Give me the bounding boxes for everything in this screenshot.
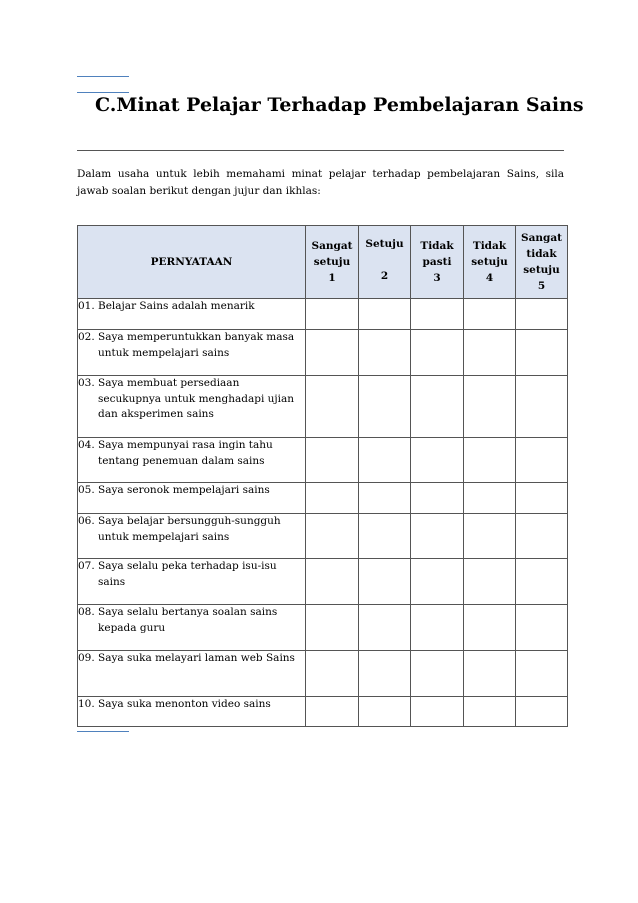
rating-cell-1[interactable]	[306, 697, 359, 727]
scale-label: Sangat tidak setuju	[520, 232, 562, 276]
rating-cell-3[interactable]	[411, 514, 464, 559]
statement-text: Saya suka menonton video sains	[98, 698, 271, 710]
statement-content	[78, 376, 305, 423]
statement-cell	[78, 605, 306, 651]
rating-cell-2[interactable]	[359, 514, 411, 559]
rating-cell-2[interactable]	[359, 299, 411, 330]
statement-number: 06.	[78, 515, 95, 527]
statement-content	[78, 559, 305, 590]
rating-cell-5[interactable]	[516, 330, 568, 376]
rating-cell-4[interactable]	[464, 299, 516, 330]
statement-content	[78, 330, 305, 361]
table-header-row	[78, 226, 568, 299]
rating-cell-4[interactable]	[464, 697, 516, 727]
scale-header-1	[306, 226, 359, 299]
table-row	[78, 605, 568, 651]
statement-text: Saya mempunyai rasa ingin tahu tentang penemuan dalam sains	[98, 439, 273, 467]
rating-cell-1[interactable]	[306, 330, 359, 376]
intro-paragraph: Dalam usaha untuk lebih memahami minat pelajar terhadap pembelajaran Sains, sila jawab soalan berikut dengan jujur dan ikhlas:	[77, 168, 564, 197]
rating-cell-3[interactable]	[411, 605, 464, 651]
statement-number: 05.	[78, 484, 95, 496]
statement-text: Saya belajar bersungguh-sungguh untuk mempelajari sains	[98, 515, 281, 543]
statement-number: 10.	[78, 698, 95, 710]
scale-number: 4	[485, 272, 494, 284]
title-divider	[77, 150, 564, 151]
rating-cell-3[interactable]	[411, 438, 464, 483]
scale-label: Tidak pasti	[420, 240, 454, 268]
statement-number: 04.	[78, 439, 95, 451]
statement-text: Saya seronok mempelajari sains	[98, 484, 270, 496]
rating-cell-4[interactable]	[464, 438, 516, 483]
statement-content	[78, 605, 305, 636]
table-row	[78, 330, 568, 376]
statement-cell	[78, 330, 306, 376]
statement-number: 01.	[78, 300, 95, 312]
statement-cell	[78, 559, 306, 605]
statement-text: Saya memperuntukkan banyak masa untuk mempelajari sains	[98, 331, 295, 359]
statement-number: 07.	[78, 560, 95, 572]
scale-header-2	[359, 226, 411, 299]
section-title: C.Minat Pelajar Terhadap Pembelajaran Sains	[95, 94, 584, 116]
rating-cell-2[interactable]	[359, 376, 411, 438]
scale-header-3	[411, 226, 464, 299]
rating-cell-4[interactable]	[464, 514, 516, 559]
rating-cell-1[interactable]	[306, 299, 359, 330]
rating-cell-5[interactable]	[516, 605, 568, 651]
decorative-rule-bottom	[77, 731, 129, 732]
rating-cell-5[interactable]	[516, 483, 568, 514]
statement-content	[78, 438, 305, 469]
scale-header-4	[464, 226, 516, 299]
statement-cell	[78, 514, 306, 559]
rating-cell-3[interactable]	[411, 651, 464, 697]
rating-cell-2[interactable]	[359, 651, 411, 697]
rating-cell-2[interactable]	[359, 330, 411, 376]
scale-number: 1	[328, 272, 336, 284]
statement-text: Saya selalu bertanya soalan sains kepada guru	[98, 606, 278, 634]
statement-text: Saya suka melayari laman web Sains	[98, 652, 295, 664]
decorative-rule-top-2	[77, 92, 129, 93]
table-row	[78, 514, 568, 559]
rating-cell-5[interactable]	[516, 438, 568, 483]
table-row	[78, 299, 568, 330]
rating-cell-2[interactable]	[359, 483, 411, 514]
rating-cell-4[interactable]	[464, 330, 516, 376]
statement-content	[78, 299, 305, 315]
statement-number: 08.	[78, 606, 95, 618]
statement-cell	[78, 697, 306, 727]
rating-cell-5[interactable]	[516, 376, 568, 438]
scale-number: 3	[433, 272, 441, 284]
statement-cell	[78, 376, 306, 438]
rating-cell-4[interactable]	[464, 605, 516, 651]
rating-cell-1[interactable]	[306, 483, 359, 514]
statement-number: 09.	[78, 652, 95, 664]
rating-cell-1[interactable]	[306, 605, 359, 651]
statement-content	[78, 697, 305, 713]
statement-text: Belajar Sains adalah menarik	[98, 300, 255, 312]
statement-cell	[78, 651, 306, 697]
decorative-rule-top-1	[77, 76, 129, 77]
table-row	[78, 483, 568, 514]
rating-cell-5[interactable]	[516, 697, 568, 727]
rating-cell-1[interactable]	[306, 438, 359, 483]
rating-cell-3[interactable]	[411, 330, 464, 376]
rating-cell-4[interactable]	[464, 559, 516, 605]
rating-cell-5[interactable]	[516, 559, 568, 605]
rating-cell-2[interactable]	[359, 559, 411, 605]
scale-number: 5	[537, 280, 546, 292]
rating-cell-4[interactable]	[464, 376, 516, 438]
table-row	[78, 438, 568, 483]
table-row	[78, 376, 568, 438]
statement-content	[78, 651, 305, 667]
scale-label: Setuju	[365, 238, 404, 250]
scale-label: Sangat setuju	[311, 240, 353, 268]
statement-cell	[78, 438, 306, 483]
scale-header-5	[516, 226, 568, 299]
rating-cell-5[interactable]	[516, 299, 568, 330]
table-row	[78, 651, 568, 697]
scale-label: Tidak setuju	[471, 240, 508, 268]
statement-column-header: PERNYATAAN	[78, 226, 306, 299]
rating-cell-1[interactable]	[306, 514, 359, 559]
statement-cell	[78, 299, 306, 330]
rating-cell-5[interactable]	[516, 651, 568, 697]
table-row	[78, 697, 568, 727]
rating-cell-1[interactable]	[306, 651, 359, 697]
scale-number: 2	[380, 270, 389, 282]
rating-cell-3[interactable]	[411, 483, 464, 514]
statement-text: Saya membuat persediaan secukupnya untuk menghadapi ujian dan aksperimen sains	[98, 377, 295, 420]
rating-cell-4[interactable]	[464, 483, 516, 514]
rating-cell-1[interactable]	[306, 559, 359, 605]
statement-number: 03.	[78, 377, 95, 389]
rating-cell-3[interactable]	[411, 559, 464, 605]
statement-content	[78, 514, 305, 545]
table-row	[78, 559, 568, 605]
rating-cell-5[interactable]	[516, 514, 568, 559]
rating-cell-3[interactable]	[411, 376, 464, 438]
statement-text: Saya selalu peka terhadap isu-isu sains	[98, 560, 277, 588]
survey-table	[77, 225, 568, 727]
rating-cell-3[interactable]	[411, 697, 464, 727]
statement-number: 02.	[78, 331, 95, 343]
rating-cell-4[interactable]	[464, 651, 516, 697]
rating-cell-2[interactable]	[359, 605, 411, 651]
rating-cell-3[interactable]	[411, 299, 464, 330]
rating-cell-1[interactable]	[306, 376, 359, 438]
rating-cell-2[interactable]	[359, 697, 411, 727]
rating-cell-2[interactable]	[359, 438, 411, 483]
statement-cell	[78, 483, 306, 514]
statement-content	[78, 483, 305, 499]
